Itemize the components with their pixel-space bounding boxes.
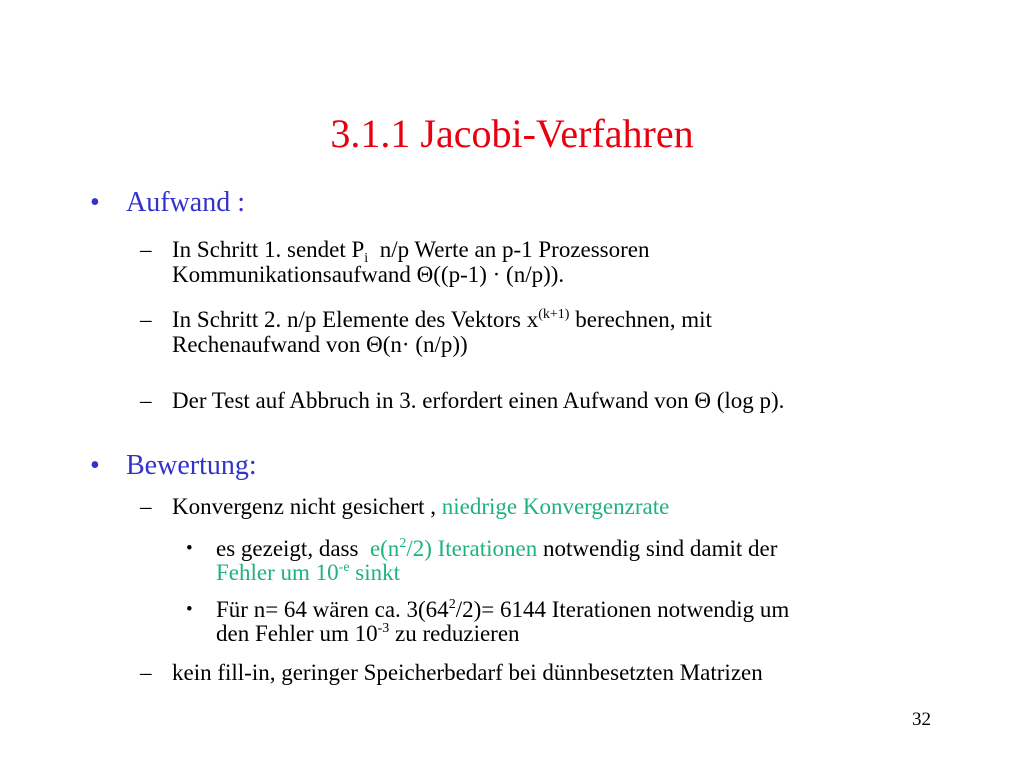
item-text: Kommunikationsaufwand Θ((p-1) · (n/p)).	[172, 262, 565, 287]
slide-title: 3.1.1 Jacobi-Verfahren	[330, 111, 694, 156]
dash-marker: –	[140, 307, 152, 332]
item-text: zu reduzieren	[389, 621, 520, 646]
dash-marker: –	[140, 388, 152, 413]
subscript: i	[364, 251, 369, 266]
item-text: In Schritt 2. n/p Elemente des Vektors x	[172, 307, 539, 332]
item-text: Für n= 64 wären ca. 3(64	[216, 597, 449, 622]
dash-marker: –	[140, 660, 152, 685]
item-text: berechnen, mit	[569, 307, 712, 332]
item-text: es gezeigt, dass	[216, 536, 370, 561]
item-text: Der Test auf Abbruch in 3. erfordert einen Aufwand von Θ (log p).	[172, 388, 785, 413]
bullet-marker: •	[186, 538, 193, 559]
dash-marker: –	[140, 494, 152, 519]
item-text: In Schritt 1. sendet P	[172, 237, 365, 262]
bullet-marker: •	[90, 450, 100, 481]
section-heading-aufwand: Aufwand :	[126, 187, 245, 218]
highlight-text: sinkt	[349, 560, 401, 585]
item-text: Konvergenz nicht gesichert ,	[172, 494, 442, 519]
item-text: /2)= 6144 Iterationen notwendig um	[455, 597, 790, 622]
superscript: (k+1)	[538, 307, 570, 322]
item-text: notwendig sind damit der	[537, 536, 778, 561]
bullet-marker: •	[90, 187, 100, 218]
item-text: den Fehler um 10	[216, 621, 378, 646]
section-heading-bewertung: Bewertung:	[126, 450, 257, 481]
dash-marker: –	[140, 237, 152, 262]
bullet-marker: •	[186, 599, 193, 620]
item-text: kein fill-in, geringer Speicherbedarf bei dünnbesetzten Matrizen	[172, 660, 763, 685]
page-number: 32	[912, 709, 931, 730]
highlight-text: e(n	[369, 536, 400, 561]
highlight-text: /2) Iterationen	[406, 536, 538, 561]
item-text: n/p Werte an p-1 Prozessoren	[368, 237, 650, 262]
item-text: Rechenaufwand von Θ(n· (n/p))	[172, 332, 468, 357]
superscript: 2	[448, 597, 456, 612]
superscript: 2	[399, 536, 407, 551]
highlight-text: niedrige Konvergenzrate	[441, 494, 670, 519]
highlight-text: Fehler um 10	[216, 560, 339, 585]
superscript: -e	[338, 560, 350, 575]
superscript: -3	[377, 621, 390, 636]
